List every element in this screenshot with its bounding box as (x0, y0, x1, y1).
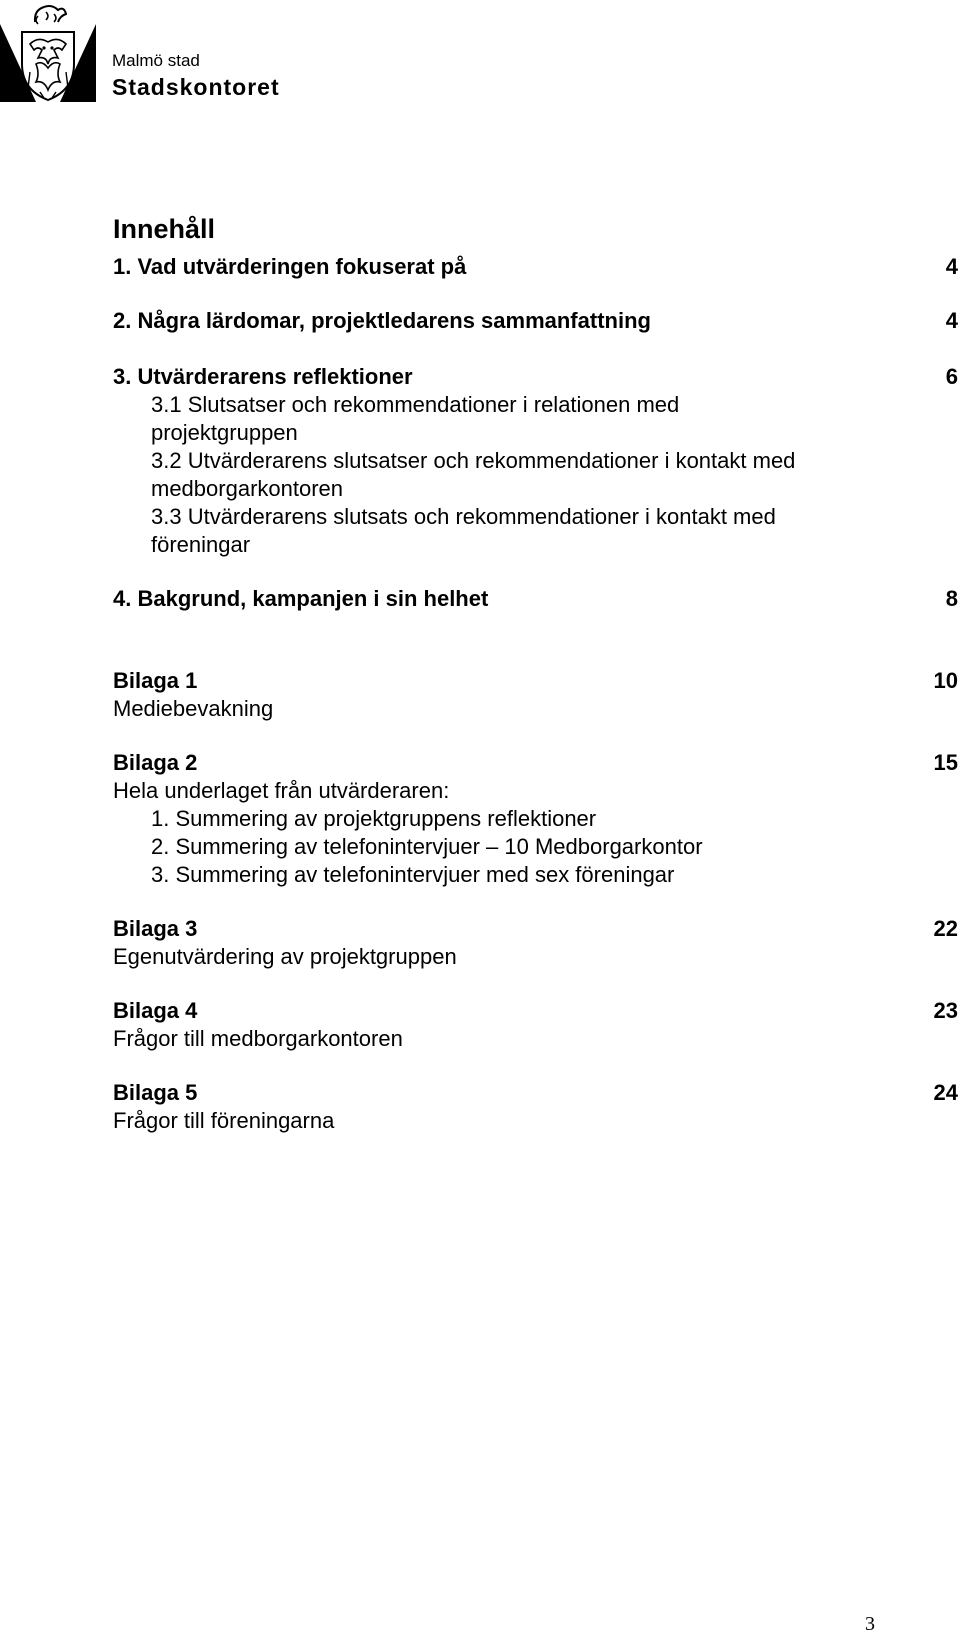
appendix-heading (113, 1078, 958, 1108)
appendix-title: Bilaga 4 (113, 998, 198, 1023)
toc-subsection-label: 3.1 Slutsatser och rekommendationer i relationen med (151, 392, 680, 417)
appendix-page: 22 (933, 916, 958, 941)
appendix-page: 23 (933, 998, 958, 1023)
appendix-title: Bilaga 3 (113, 916, 198, 941)
appendix-list-item-text: 2. Summering av telefonintervjuer – 10 Medborgarkontor (151, 834, 703, 859)
toc-entry-page: 6 (945, 364, 958, 389)
appendix-list-item-text: 1. Summering av projektgruppens reflektioner (151, 806, 597, 831)
toc-subsection-label: projektgruppen (151, 420, 298, 445)
appendix-heading (113, 996, 958, 1026)
toc-entry-page: 8 (945, 586, 958, 611)
appendix-description-text: Egenutvärdering av projektgruppen (113, 944, 457, 969)
appendix-page: 24 (933, 1080, 958, 1105)
toc-entry (113, 584, 958, 614)
toc-title: Innehåll (113, 214, 216, 244)
appendix-heading (113, 748, 958, 778)
appendix-title: Bilaga 5 (113, 1080, 198, 1105)
letterhead (0, 0, 400, 110)
toc-entry-page: 4 (945, 308, 958, 333)
toc-subsection-line (113, 502, 958, 532)
appendix-title: Bilaga 1 (113, 668, 198, 693)
appendix-list-item (113, 804, 958, 834)
appendix-description-text: Frågor till föreningarna (113, 1108, 335, 1133)
toc-subsection-line (113, 530, 958, 560)
appendix-list-item (113, 832, 958, 862)
appendix-description-text: Frågor till medborgarkontoren (113, 1026, 403, 1051)
toc-subsection-label: föreningar (151, 532, 251, 557)
toc-subsection-line (113, 474, 958, 504)
toc-subsection-label: 3.3 Utvärderarens slutsats och rekommendationer i kontakt med (151, 504, 776, 529)
toc-subsection-label: 3.2 Utvärderarens slutsatser och rekommendationer i kontakt med (151, 448, 796, 473)
toc-entry-label: 1. Vad utvärderingen fokuserat på (113, 254, 467, 279)
toc-subsection-line (113, 390, 958, 420)
appendix-description (113, 694, 958, 724)
toc-entry-label: 4. Bakgrund, kampanjen i sin helhet (113, 586, 489, 611)
toc-entry (113, 252, 958, 282)
toc-entry-label: 3. Utvärderarens reflektioner (113, 364, 413, 389)
org-department: Stadskontoret (112, 74, 280, 100)
appendix-description-text: Hela underlaget från utvärderaren: (113, 778, 450, 803)
toc-subsection-line (113, 418, 958, 448)
page-number: 3 (865, 1613, 875, 1635)
toc-subsection-label: medborgarkontoren (151, 476, 344, 501)
appendix-description-text: Mediebevakning (113, 696, 274, 721)
appendix-page: 10 (933, 668, 958, 693)
toc-entry-label: 2. Några lärdomar, projektledarens sammanfattning (113, 308, 651, 333)
appendix-description (113, 1106, 958, 1136)
appendix-heading (113, 914, 958, 944)
appendix-description (113, 942, 958, 972)
appendix-list-item (113, 860, 958, 890)
toc-entry (113, 306, 958, 336)
toc-entry (113, 362, 958, 392)
appendix-list-item-text: 3. Summering av telefonintervjuer med sex föreningar (151, 862, 675, 887)
org-city: Malmö stad (112, 51, 200, 70)
appendix-heading (113, 666, 958, 696)
appendix-description (113, 776, 958, 806)
toc-entry-page: 4 (945, 254, 958, 279)
appendix-page: 15 (933, 750, 958, 775)
appendix-title: Bilaga 2 (113, 750, 198, 775)
malmo-coat-of-arms-icon (0, 2, 96, 102)
appendix-description (113, 1024, 958, 1054)
toc-subsection-line (113, 446, 958, 476)
